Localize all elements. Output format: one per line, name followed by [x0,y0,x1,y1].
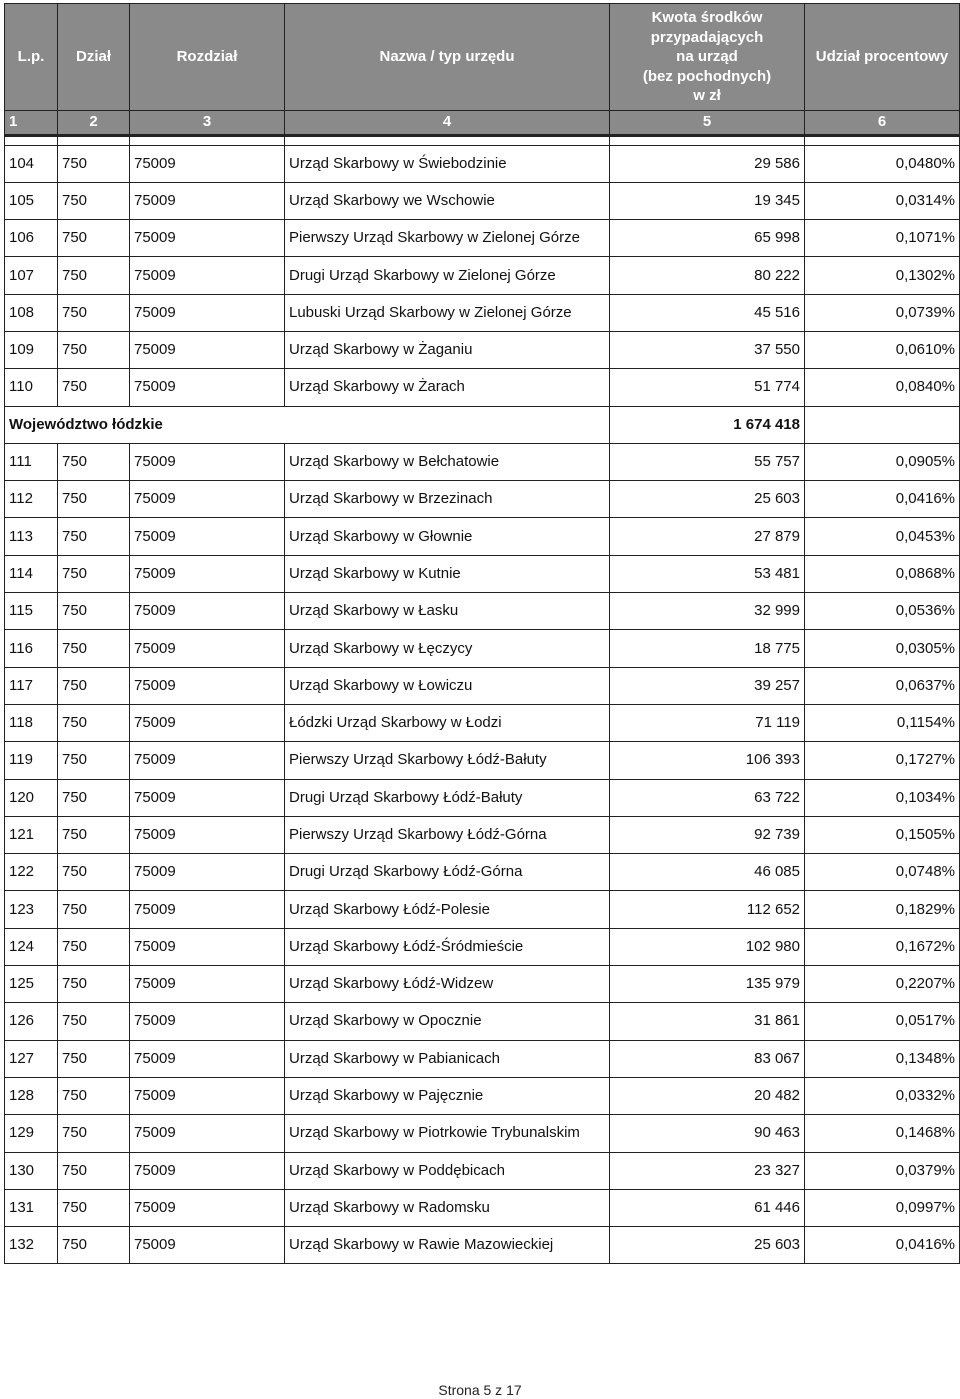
cell-kwota: 61 446 [610,1189,805,1226]
cell-dzial: 750 [58,257,130,294]
cell-rozdzial: 75009 [130,1077,285,1114]
cell-nazwa: Urząd Skarbowy w Łowiczu [285,667,610,704]
cell-lp: 116 [5,630,58,667]
cell-rozdzial: 75009 [130,369,285,406]
cell-udzial: 0,1727% [805,742,960,779]
cell-kwota: 83 067 [610,1040,805,1077]
header-nazwa: Nazwa / typ urzędu [285,4,610,111]
region-row [5,406,960,443]
cell-kwota: 92 739 [610,816,805,853]
table-row [5,667,960,704]
cell-kwota: 112 652 [610,891,805,928]
table-row [5,779,960,816]
cell-dzial: 750 [58,555,130,592]
cell-dzial: 750 [58,742,130,779]
column-number: 5 [610,110,805,135]
cell-lp: 115 [5,593,58,630]
cell-kwota: 65 998 [610,220,805,257]
cell-lp: 107 [5,257,58,294]
cell-rozdzial: 75009 [130,966,285,1003]
cell-kwota: 51 774 [610,369,805,406]
cell-nazwa: Urząd Skarbowy Łódź-Śródmieście [285,928,610,965]
cell-udzial: 0,1672% [805,928,960,965]
column-number: 3 [130,110,285,135]
region-total: 1 674 418 [610,406,805,443]
table-row [5,1003,960,1040]
table-row [5,1152,960,1189]
cell-nazwa: Urząd Skarbowy w Kutnie [285,555,610,592]
table-row [5,443,960,480]
table-row [5,1077,960,1114]
cell-udzial: 0,0480% [805,145,960,182]
cell-kwota: 135 979 [610,966,805,1003]
cell-dzial: 750 [58,369,130,406]
header-lp: L.p. [5,4,58,111]
cell-kwota: 31 861 [610,1003,805,1040]
cell-dzial: 750 [58,220,130,257]
cell-lp: 106 [5,220,58,257]
cell-udzial: 0,0905% [805,443,960,480]
cell-lp: 105 [5,182,58,219]
cell-rozdzial: 75009 [130,593,285,630]
table-row [5,891,960,928]
cell-nazwa: Urząd Skarbowy Łódź-Widzew [285,966,610,1003]
cell-kwota: 37 550 [610,331,805,368]
cell-nazwa: Urząd Skarbowy w Świebodzinie [285,145,610,182]
cell-nazwa: Urząd Skarbowy Łódź-Polesie [285,891,610,928]
cell-udzial: 0,1302% [805,257,960,294]
cell-udzial: 0,0453% [805,518,960,555]
table-row [5,257,960,294]
cell-lp: 125 [5,966,58,1003]
cell-rozdzial: 75009 [130,816,285,853]
cell-kwota: 90 463 [610,1115,805,1152]
cell-rozdzial: 75009 [130,667,285,704]
cell-dzial: 750 [58,182,130,219]
cell-nazwa: Urząd Skarbowy w Łasku [285,593,610,630]
cell-nazwa: Urząd Skarbowy w Radomsku [285,1189,610,1226]
cell-dzial: 750 [58,630,130,667]
cell-rozdzial: 75009 [130,704,285,741]
cell-nazwa: Lubuski Urząd Skarbowy w Zielonej Górze [285,294,610,331]
cell-rozdzial: 75009 [130,331,285,368]
cell-kwota: 80 222 [610,257,805,294]
cell-dzial: 750 [58,779,130,816]
table-row [5,630,960,667]
cell-nazwa: Urząd Skarbowy w Pabianicach [285,1040,610,1077]
cell-kwota: 20 482 [610,1077,805,1114]
cell-kwota: 106 393 [610,742,805,779]
cell-rozdzial: 75009 [130,779,285,816]
table-row [5,704,960,741]
table-row [5,182,960,219]
cell-lp: 113 [5,518,58,555]
cell-kwota: 45 516 [610,294,805,331]
cell-kwota: 63 722 [610,779,805,816]
cell-lp: 132 [5,1227,58,1264]
cell-lp: 112 [5,481,58,518]
table-row [5,928,960,965]
cell-kwota: 71 119 [610,704,805,741]
cell-dzial: 750 [58,928,130,965]
cell-lp: 121 [5,816,58,853]
cell-lp: 129 [5,1115,58,1152]
cell-dzial: 750 [58,854,130,891]
cell-udzial: 0,0416% [805,1227,960,1264]
cell-udzial: 0,0748% [805,854,960,891]
cell-udzial: 0,0637% [805,667,960,704]
cell-lp: 122 [5,854,58,891]
cell-rozdzial: 75009 [130,518,285,555]
cell-kwota: 32 999 [610,593,805,630]
cell-rozdzial: 75009 [130,257,285,294]
cell-dzial: 750 [58,891,130,928]
cell-dzial: 750 [58,1040,130,1077]
table-row [5,369,960,406]
cell-lp: 114 [5,555,58,592]
cell-dzial: 750 [58,1227,130,1264]
cell-lp: 104 [5,145,58,182]
cell-lp: 119 [5,742,58,779]
table-row [5,1227,960,1264]
cell-lp: 118 [5,704,58,741]
cell-udzial: 0,1468% [805,1115,960,1152]
header-row [5,4,960,111]
cell-rozdzial: 75009 [130,891,285,928]
cell-kwota: 55 757 [610,443,805,480]
cell-lp: 126 [5,1003,58,1040]
cell-rozdzial: 75009 [130,854,285,891]
header-rozdzial: Rozdział [130,4,285,111]
cell-lp: 123 [5,891,58,928]
cell-udzial: 0,0332% [805,1077,960,1114]
table-row [5,593,960,630]
cell-lp: 108 [5,294,58,331]
cell-rozdzial: 75009 [130,294,285,331]
table-row [5,966,960,1003]
cell-lp: 131 [5,1189,58,1226]
table-row [5,1115,960,1152]
cell-udzial: 0,0305% [805,630,960,667]
cell-lp: 111 [5,443,58,480]
cell-nazwa: Drugi Urząd Skarbowy Łódź-Bałuty [285,779,610,816]
cell-nazwa: Łódzki Urząd Skarbowy w Łodzi [285,704,610,741]
cell-kwota: 29 586 [610,145,805,182]
cell-udzial: 0,0314% [805,182,960,219]
cell-lp: 128 [5,1077,58,1114]
cell-udzial: 0,0739% [805,294,960,331]
cell-lp: 120 [5,779,58,816]
cell-udzial: 0,1348% [805,1040,960,1077]
cell-rozdzial: 75009 [130,145,285,182]
cell-kwota: 46 085 [610,854,805,891]
cell-rozdzial: 75009 [130,1040,285,1077]
cell-rozdzial: 75009 [130,1003,285,1040]
cell-udzial: 0,1034% [805,779,960,816]
cell-rozdzial: 75009 [130,555,285,592]
column-number: 4 [285,110,610,135]
cell-dzial: 750 [58,667,130,704]
table-row [5,518,960,555]
table-row [5,854,960,891]
cell-dzial: 750 [58,518,130,555]
allocation-table [4,3,960,1264]
cell-nazwa: Pierwszy Urząd Skarbowy Łódź-Bałuty [285,742,610,779]
column-number: 2 [58,110,130,135]
cell-udzial: 0,0416% [805,481,960,518]
cell-nazwa: Pierwszy Urząd Skarbowy w Zielonej Górze [285,220,610,257]
region-name: Województwo łódzkie [5,406,610,443]
cell-dzial: 750 [58,1003,130,1040]
cell-nazwa: Urząd Skarbowy w Żarach [285,369,610,406]
cell-nazwa: Urząd Skarbowy w Bełchatowie [285,443,610,480]
cell-nazwa: Urząd Skarbowy w Łęczycy [285,630,610,667]
table-header [5,4,960,136]
page-number: Strona 5 z 17 [438,1382,522,1398]
cell-rozdzial: 75009 [130,742,285,779]
cell-dzial: 750 [58,816,130,853]
cell-nazwa: Urząd Skarbowy we Wschowie [285,182,610,219]
cell-dzial: 750 [58,1152,130,1189]
cell-udzial: 0,1829% [805,891,960,928]
cell-udzial: 0,1071% [805,220,960,257]
cell-udzial: 0,1505% [805,816,960,853]
cell-nazwa: Urząd Skarbowy w Głownie [285,518,610,555]
cell-udzial: 0,0997% [805,1189,960,1226]
header-spacer [5,135,960,145]
table-row [5,1189,960,1226]
column-number: 1 [5,110,58,135]
cell-dzial: 750 [58,145,130,182]
cell-dzial: 750 [58,1189,130,1226]
cell-udzial: 0,0517% [805,1003,960,1040]
header-kwota: Kwota środków przypadających na urząd (bez pochodnych) w zł [610,4,805,111]
table-row [5,555,960,592]
cell-rozdzial: 75009 [130,182,285,219]
cell-lp: 124 [5,928,58,965]
table-row [5,742,960,779]
cell-lp: 110 [5,369,58,406]
table-body [5,135,960,1264]
region-empty-cell [805,406,960,443]
cell-udzial: 0,2207% [805,966,960,1003]
table-row [5,816,960,853]
table-row [5,294,960,331]
cell-udzial: 0,0840% [805,369,960,406]
cell-nazwa: Pierwszy Urząd Skarbowy Łódź-Górna [285,816,610,853]
cell-lp: 130 [5,1152,58,1189]
cell-kwota: 18 775 [610,630,805,667]
cell-rozdzial: 75009 [130,220,285,257]
header-dzial: Dział [58,4,130,111]
cell-rozdzial: 75009 [130,443,285,480]
cell-lp: 109 [5,331,58,368]
cell-dzial: 750 [58,704,130,741]
cell-rozdzial: 75009 [130,1227,285,1264]
cell-udzial: 0,1154% [805,704,960,741]
cell-rozdzial: 75009 [130,1152,285,1189]
cell-nazwa: Urząd Skarbowy w Żaganiu [285,331,610,368]
cell-kwota: 19 345 [610,182,805,219]
cell-dzial: 750 [58,443,130,480]
cell-kwota: 39 257 [610,667,805,704]
cell-dzial: 750 [58,1077,130,1114]
cell-dzial: 750 [58,1115,130,1152]
cell-rozdzial: 75009 [130,1115,285,1152]
cell-rozdzial: 75009 [130,630,285,667]
cell-udzial: 0,0868% [805,555,960,592]
cell-rozdzial: 75009 [130,1189,285,1226]
cell-kwota: 27 879 [610,518,805,555]
cell-kwota: 25 603 [610,1227,805,1264]
cell-kwota: 53 481 [610,555,805,592]
table-row [5,481,960,518]
cell-kwota: 102 980 [610,928,805,965]
cell-udzial: 0,0536% [805,593,960,630]
table-row [5,220,960,257]
header-udzial: Udział procentowy [805,4,960,111]
cell-nazwa: Urząd Skarbowy w Poddębicach [285,1152,610,1189]
cell-rozdzial: 75009 [130,928,285,965]
cell-dzial: 750 [58,481,130,518]
table-row [5,145,960,182]
table-row [5,1040,960,1077]
cell-dzial: 750 [58,593,130,630]
cell-nazwa: Urząd Skarbowy w Opocznie [285,1003,610,1040]
cell-kwota: 25 603 [610,481,805,518]
cell-dzial: 750 [58,294,130,331]
cell-nazwa: Drugi Urząd Skarbowy w Zielonej Górze [285,257,610,294]
cell-udzial: 0,0379% [805,1152,960,1189]
cell-dzial: 750 [58,331,130,368]
cell-rozdzial: 75009 [130,481,285,518]
column-number-row [5,110,960,135]
cell-nazwa: Urząd Skarbowy w Piotrkowie Trybunalskim [285,1115,610,1152]
cell-nazwa: Drugi Urząd Skarbowy Łódź-Górna [285,854,610,891]
cell-nazwa: Urząd Skarbowy w Rawie Mazowieckiej [285,1227,610,1264]
cell-nazwa: Urząd Skarbowy w Pajęcznie [285,1077,610,1114]
cell-lp: 127 [5,1040,58,1077]
cell-lp: 117 [5,667,58,704]
cell-dzial: 750 [58,966,130,1003]
cell-udzial: 0,0610% [805,331,960,368]
column-number: 6 [805,110,960,135]
table-row [5,331,960,368]
cell-kwota: 23 327 [610,1152,805,1189]
cell-nazwa: Urząd Skarbowy w Brzezinach [285,481,610,518]
